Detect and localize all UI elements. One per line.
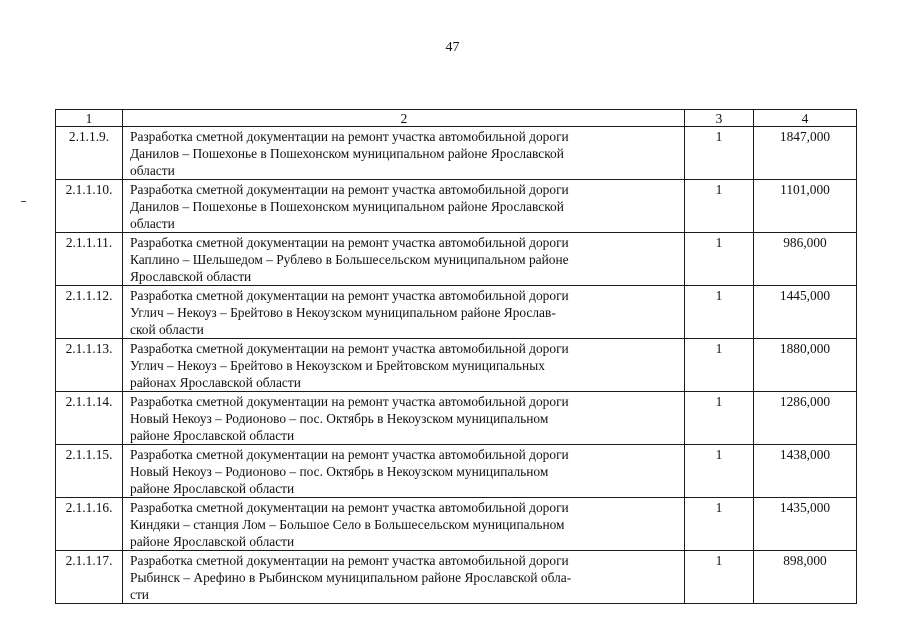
header-col-3: 3 — [685, 110, 754, 127]
description-line: Разработка сметной документации на ремонт участка автомобильной дороги — [130, 394, 569, 409]
budget-table — [55, 109, 857, 604]
table-row — [56, 551, 857, 604]
description-line: Новый Некоуз – Родионово – пос. Октябрь в Некоузском муниципальном — [130, 411, 549, 426]
description-line: Киндяки – станция Лом – Большое Село в Большесельском муниципальном — [130, 517, 565, 532]
row-description-cell — [123, 498, 685, 551]
table-row — [56, 286, 857, 339]
row-amount-cell: 1286,000 — [754, 392, 857, 445]
table-header-row — [56, 110, 857, 127]
description-line: Каплино – Шельшедом – Рублево в Большесельском муниципальном районе — [130, 252, 569, 267]
row-description-cell — [123, 286, 685, 339]
row-number-cell: 2.1.1.14. — [56, 392, 123, 445]
row-amount-cell: 1445,000 — [754, 286, 857, 339]
row-description-cell — [123, 127, 685, 180]
row-number-cell: 2.1.1.9. — [56, 127, 123, 180]
row-quantity-cell: 1 — [685, 286, 754, 339]
row-amount-cell: 1847,000 — [754, 127, 857, 180]
description-line: Ярославской области — [130, 269, 252, 284]
header-col-4: 4 — [754, 110, 857, 127]
row-quantity-cell: 1 — [685, 551, 754, 604]
description-line: Разработка сметной документации на ремонт участка автомобильной дороги — [130, 341, 569, 356]
row-quantity-cell: 1 — [685, 180, 754, 233]
table-row — [56, 498, 857, 551]
description-line: области — [130, 163, 175, 178]
row-quantity-cell: 1 — [685, 127, 754, 180]
row-amount-cell: 986,000 — [754, 233, 857, 286]
description-line: Рыбинск – Арефино в Рыбинском муниципальном районе Ярославской обла- — [130, 570, 572, 585]
row-amount-cell: 898,000 — [754, 551, 857, 604]
row-quantity-cell: 1 — [685, 392, 754, 445]
table-body — [56, 110, 857, 604]
row-number-cell: 2.1.1.15. — [56, 445, 123, 498]
description-line: Разработка сметной документации на ремонт участка автомобильной дороги — [130, 288, 569, 303]
row-number-cell: 2.1.1.12. — [56, 286, 123, 339]
description-line: Углич – Некоуз – Брейтово в Некоузском муниципальном районе Ярослав- — [130, 305, 556, 320]
row-amount-cell: 1435,000 — [754, 498, 857, 551]
description-line: Новый Некоуз – Родионово – пос. Октябрь в Некоузском муниципальном — [130, 464, 549, 479]
description-line: Разработка сметной документации на ремонт участка автомобильной дороги — [130, 182, 569, 197]
row-number-cell: 2.1.1.13. — [56, 339, 123, 392]
description-line: Разработка сметной документации на ремонт участка автомобильной дороги — [130, 235, 569, 250]
description-line: районе Ярославской области — [130, 428, 295, 443]
description-line: районе Ярославской области — [130, 534, 295, 549]
row-description-cell — [123, 180, 685, 233]
row-number-cell: 2.1.1.11. — [56, 233, 123, 286]
row-description-cell — [123, 551, 685, 604]
row-number-cell: 2.1.1.10. — [56, 180, 123, 233]
row-quantity-cell: 1 — [685, 339, 754, 392]
row-description-cell — [123, 339, 685, 392]
row-description-cell — [123, 233, 685, 286]
row-quantity-cell: 1 — [685, 445, 754, 498]
table-row — [56, 392, 857, 445]
row-amount-cell: 1101,000 — [754, 180, 857, 233]
description-line: области — [130, 216, 175, 231]
row-description-cell — [123, 445, 685, 498]
description-line: сти — [130, 587, 149, 602]
page-number: 47 — [445, 40, 460, 55]
description-line: Разработка сметной документации на ремонт участка автомобильной дороги — [130, 447, 569, 462]
row-number-cell: 2.1.1.16. — [56, 498, 123, 551]
row-amount-cell: 1880,000 — [754, 339, 857, 392]
row-amount-cell: 1438,000 — [754, 445, 857, 498]
table-row — [56, 445, 857, 498]
description-line: ской области — [130, 322, 204, 337]
row-description-cell — [123, 392, 685, 445]
margin-mark — [21, 201, 26, 202]
table-row — [56, 127, 857, 180]
description-line: Данилов – Пошехонье в Пошехонском муниципальном районе Ярославской — [130, 199, 564, 214]
description-line: районах Ярославской области — [130, 375, 301, 390]
row-number-cell: 2.1.1.17. — [56, 551, 123, 604]
description-line: районе Ярославской области — [130, 481, 295, 496]
description-line: Разработка сметной документации на ремонт участка автомобильной дороги — [130, 500, 569, 515]
table-row — [56, 180, 857, 233]
table-row — [56, 233, 857, 286]
row-quantity-cell: 1 — [685, 233, 754, 286]
description-line: Разработка сметной документации на ремонт участка автомобильной дороги — [130, 129, 569, 144]
description-line: Данилов – Пошехонье в Пошехонском муниципальном районе Ярославской — [130, 146, 564, 161]
row-quantity-cell: 1 — [685, 498, 754, 551]
table-row — [56, 339, 857, 392]
header-col-2: 2 — [123, 110, 685, 127]
description-line: Разработка сметной документации на ремонт участка автомобильной дороги — [130, 553, 569, 568]
header-col-1: 1 — [56, 110, 123, 127]
description-line: Углич – Некоуз – Брейтово в Некоузском и Брейтовском муниципальных — [130, 358, 545, 373]
